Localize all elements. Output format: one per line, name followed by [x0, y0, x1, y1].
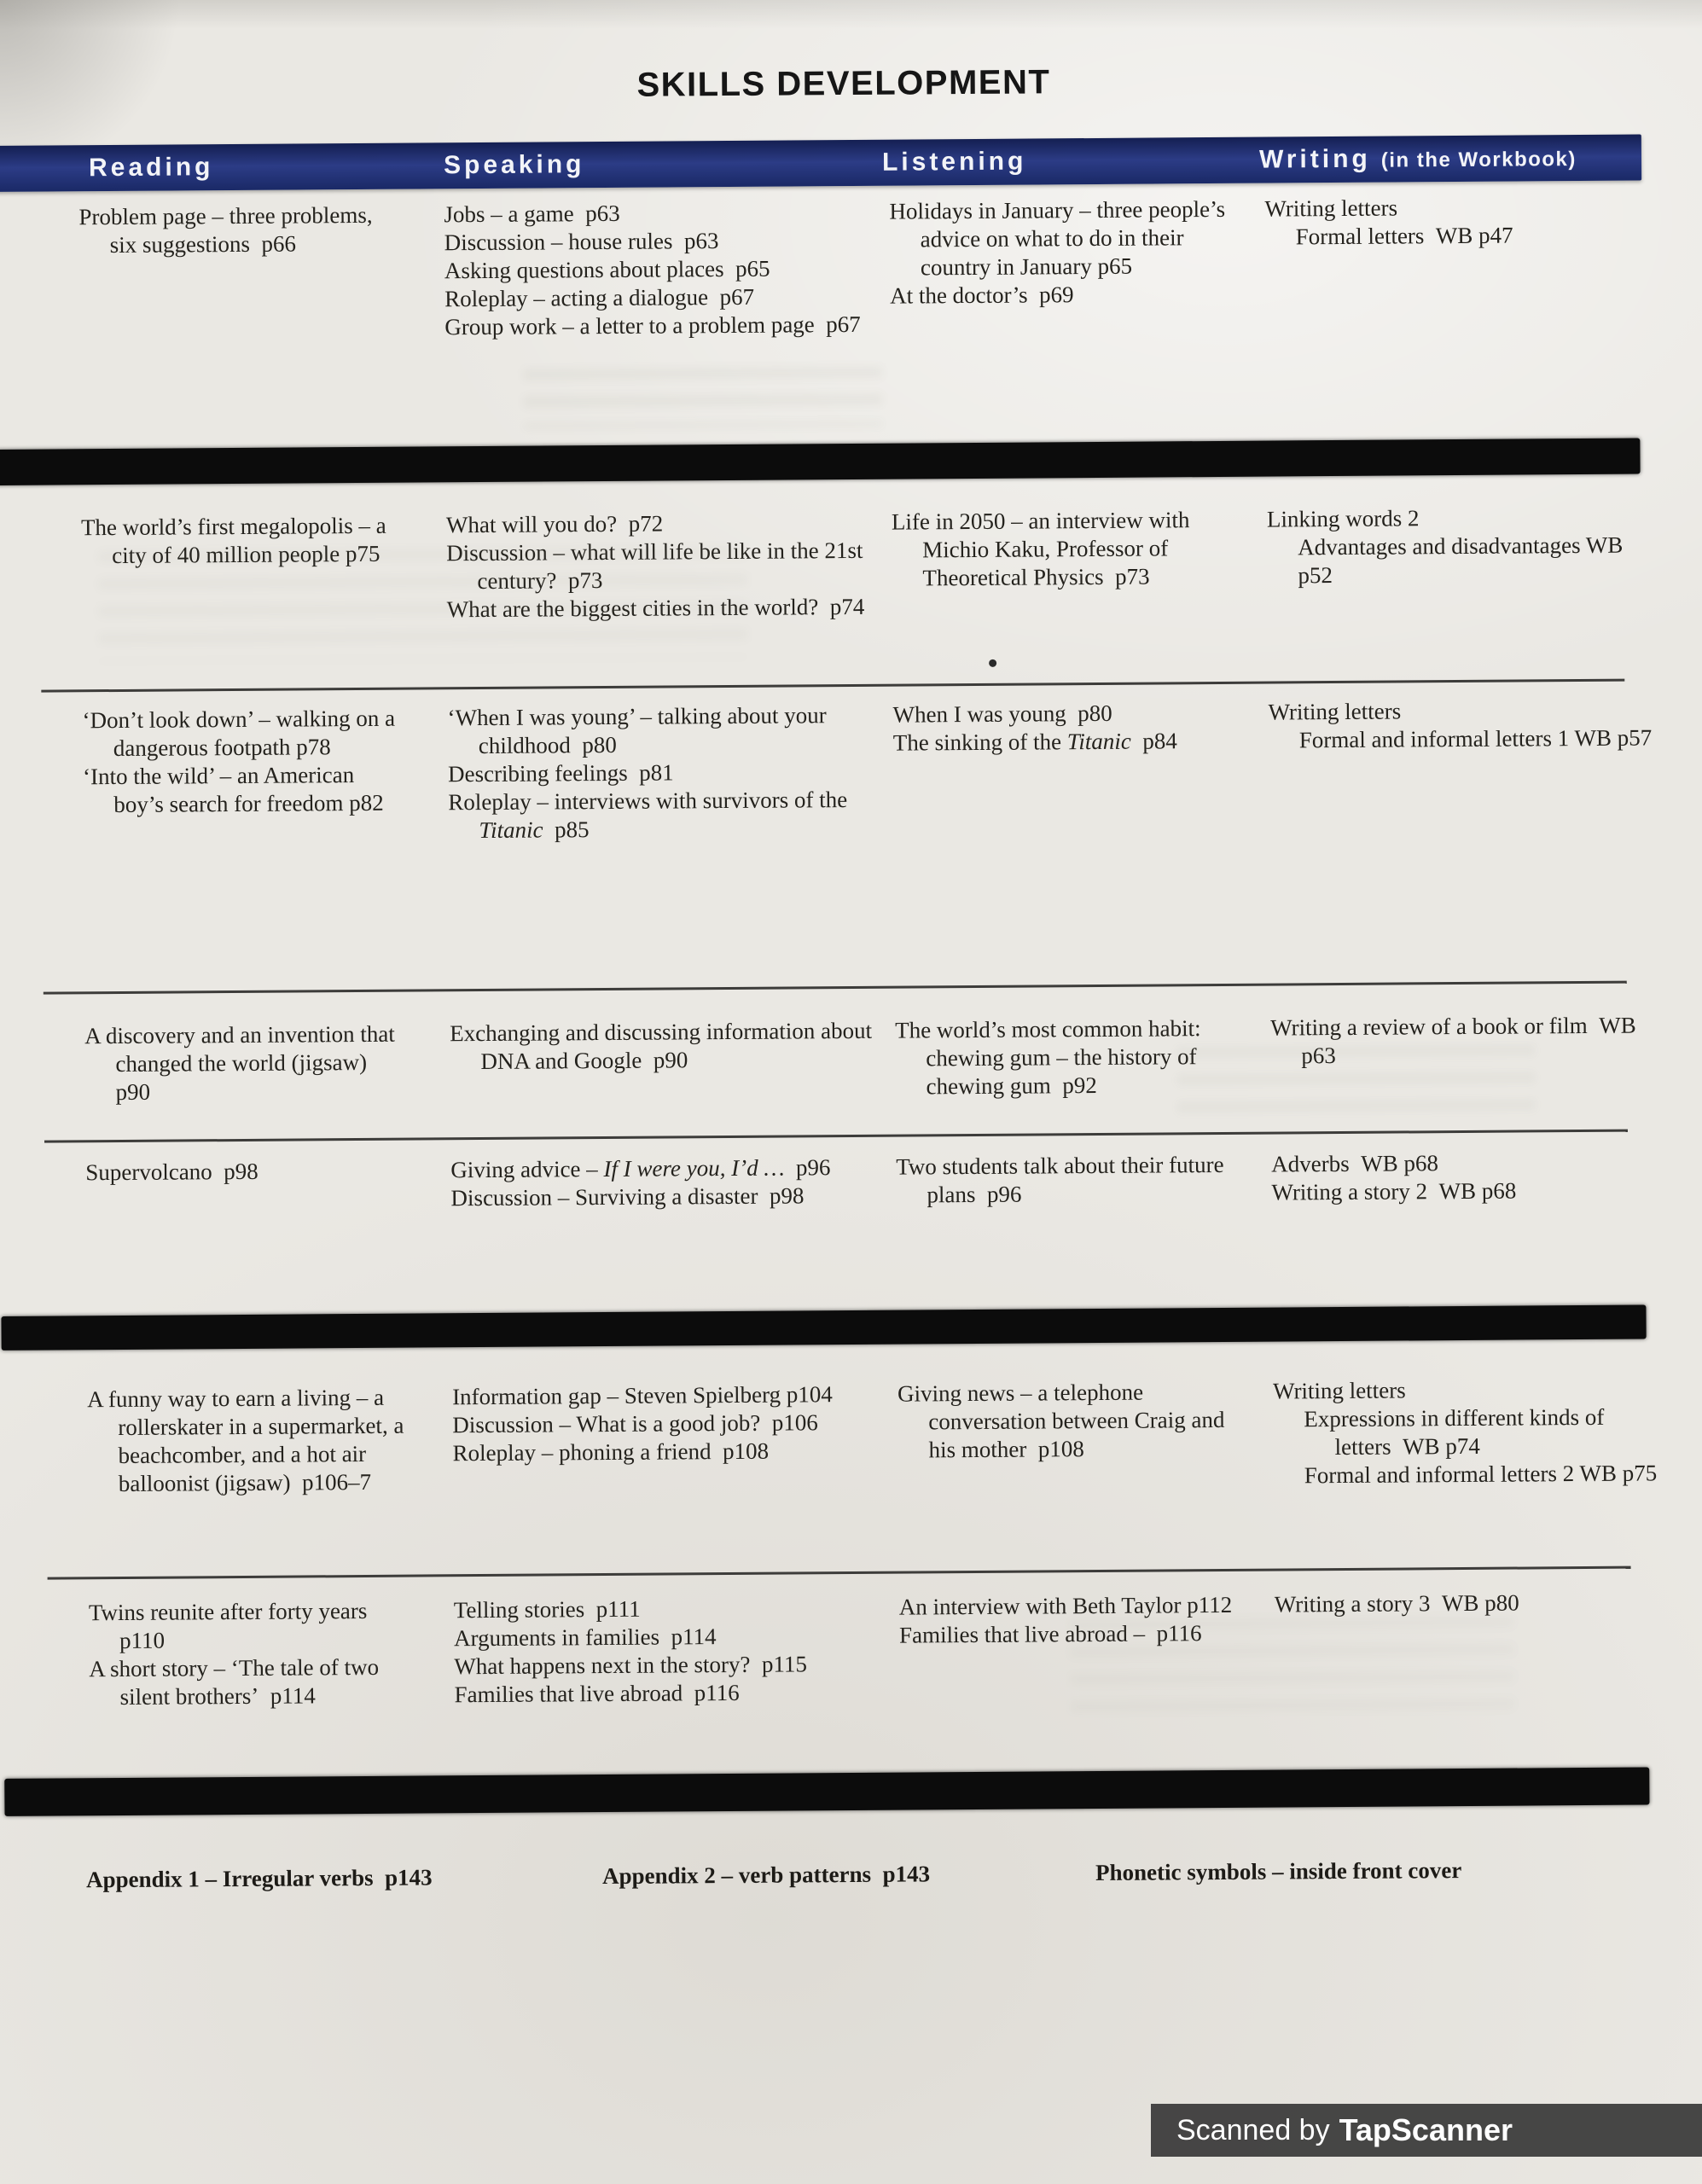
entry: A short story – ‘The tale of two silent brothers’ p114	[89, 1653, 380, 1710]
entry: Writing letters	[1268, 698, 1402, 725]
entry: Writing letters	[1264, 195, 1398, 222]
listening-cell	[892, 699, 1240, 758]
entry: Writing a review of a book or film WB p63	[1270, 1012, 1636, 1069]
entry: Telling stories p111	[453, 1595, 641, 1623]
entry: A discovery and an invention that changed the world (jigsaw) p90	[84, 1020, 395, 1106]
redaction-bar-3	[4, 1767, 1649, 1815]
listening-cell	[896, 1151, 1244, 1210]
entry-sub: Advantages and disadvantages WB p52	[1298, 531, 1624, 589]
divider-line-2	[44, 981, 1627, 995]
appendix-2: Appendix 2 – verb patterns p143	[601, 1861, 931, 1890]
entry-text: p96	[784, 1154, 831, 1181]
entry: At the doctor’s p69	[890, 282, 1074, 309]
entry: Life in 2050 – an interview with Michio Kaku, Professor of Theoretical Physics p73	[891, 507, 1190, 591]
writing-cell	[1275, 1588, 1658, 1618]
entry: Jobs – a game p63	[444, 200, 620, 228]
entry: What are the biggest cities in the world? p74	[446, 593, 865, 623]
divider-line-4	[48, 1566, 1631, 1580]
scanner-watermark	[1151, 2104, 1702, 2157]
watermark-scanned-by: Scanned by	[1176, 2113, 1330, 2146]
entry: Families that live abroad – p116	[898, 1620, 1202, 1648]
listening-cell	[889, 195, 1238, 311]
entry: Problem page – three problems, six suggestions p66	[78, 201, 373, 258]
writing-label: Writing	[1258, 144, 1371, 174]
reading-cell	[84, 1020, 405, 1107]
bleed-artifact	[98, 547, 747, 662]
entry: The world’s most common habit: chewing gum – the history of chewing gum p92	[895, 1015, 1201, 1100]
speaking-cell	[452, 1380, 884, 1468]
speaking-cell	[444, 198, 875, 342]
entry-text: The sinking of the	[892, 729, 1067, 756]
entry: When I was young p80	[892, 700, 1112, 728]
redaction-bar-2	[1, 1304, 1646, 1350]
entry: Writing a story 3 WB p80	[1274, 1589, 1519, 1618]
entry-text: p84	[1130, 728, 1177, 754]
entry: Adverbs WB p68	[1271, 1150, 1439, 1177]
watermark-brand: TapScanner	[1339, 2112, 1513, 2147]
divider-line-1	[41, 679, 1624, 693]
divider-line-3	[44, 1130, 1628, 1143]
page-title: SKILLS DEVELOPMENT	[636, 63, 1051, 104]
entry: ‘Into the wild’ – an American boy’s search for freedom p82	[82, 762, 384, 818]
entry: Discussion – house rules p63	[444, 228, 719, 256]
bleed-artifact	[524, 367, 882, 429]
entry: Describing feelings p81	[447, 759, 674, 787]
entry: What happens next in the story? p115	[454, 1651, 808, 1680]
entry: Roleplay – phoning a friend p108	[452, 1438, 770, 1467]
writing-cell	[1273, 1374, 1658, 1490]
entry: Linking words 2	[1266, 505, 1420, 532]
entry-sub: Expressions in different kinds of letters WB p74	[1304, 1403, 1605, 1461]
entry: Information gap – Steven Spielberg p104	[452, 1381, 833, 1410]
writing-cell	[1271, 1147, 1655, 1206]
entry-text: Roleplay – interviews with survivors of the	[448, 787, 848, 816]
entry: Families that live abroad p116	[454, 1679, 740, 1708]
entry: Holidays in January – three people’s advice on what to do in their country in January p65	[889, 195, 1226, 281]
reading-cell	[85, 1157, 405, 1188]
ink-dot	[989, 659, 996, 667]
column-header-writing	[1259, 135, 1577, 183]
entry: Discussion – what will life be like in the 21st century? p73	[446, 537, 863, 595]
unit-row-6	[2, 1374, 1702, 1497]
unit-row-3	[0, 695, 1699, 844]
speaking-cell	[447, 701, 879, 845]
entry-italic: Titanic	[1066, 728, 1131, 755]
entry	[448, 786, 879, 845]
entry: Discussion – What is a good job? p106	[452, 1409, 818, 1438]
entry: Giving news – a telephone conversation between Craig and his mother p108	[897, 1379, 1225, 1463]
entry-text: p85	[543, 816, 590, 843]
unit-row-1	[0, 192, 1695, 340]
column-header-bar	[0, 135, 1641, 192]
entry: ‘Don’t look down’ – walking on a dangerous footpath p78	[82, 705, 396, 762]
speaking-cell	[450, 1017, 880, 1077]
entry: Arguments in families p114	[453, 1623, 717, 1652]
entry-text: Giving advice –	[450, 1156, 604, 1183]
writing-cell	[1267, 502, 1652, 590]
entry: Writing letters	[1272, 1377, 1406, 1404]
entry: Writing a story 2 WB p68	[1271, 1177, 1517, 1205]
phonetic-symbols-note: Phonetic symbols – inside front cover	[1095, 1857, 1462, 1886]
unit-row-7	[3, 1588, 1702, 1710]
column-header-listening: Listening	[881, 147, 1027, 177]
unit-row-2	[0, 502, 1698, 623]
unit-row-4	[0, 1011, 1701, 1106]
entry: ‘When I was young’ – talking about your childhood p80	[447, 702, 827, 759]
column-header-speaking: Speaking	[443, 150, 585, 180]
entry: Discussion – Surviving a disaster p98	[450, 1182, 805, 1211]
entry-italic: If I were you, I’d …	[603, 1154, 785, 1182]
speaking-cell	[454, 1594, 886, 1710]
appendix-1: Appendix 1 – Irregular verbs p143	[85, 1864, 433, 1893]
entry-italic: Titanic	[479, 816, 543, 844]
reading-cell	[89, 1597, 410, 1712]
entry: Roleplay – acting a dialogue p67	[444, 283, 755, 312]
entry: Supervolcano p98	[85, 1158, 258, 1186]
bleed-artifact	[1176, 1044, 1536, 1124]
entry: Asking questions about places p65	[444, 255, 770, 284]
entry	[450, 1153, 881, 1185]
reading-cell	[78, 201, 398, 260]
unit-row-5	[0, 1147, 1702, 1211]
reading-cell	[82, 705, 403, 820]
column-header-reading: Reading	[88, 153, 214, 183]
entry: An interview with Beth Taylor p112	[898, 1591, 1233, 1620]
writing-cell	[1268, 695, 1652, 754]
entry: The world’s first megalopolis – a city of 40 million people p75	[80, 512, 386, 569]
entry: Exchanging and discussing information about DNA and Google p90	[450, 1017, 873, 1075]
entry-sub: Formal and informal letters 2 WB p75	[1304, 1460, 1658, 1489]
entry: Two students talk about their future plans p96	[896, 1151, 1224, 1208]
listening-cell	[897, 1378, 1246, 1465]
writing-workbook-note: (in the Workbook)	[1380, 148, 1577, 172]
speaking-cell	[450, 1153, 881, 1213]
redaction-bar-1	[0, 439, 1641, 485]
listening-cell	[892, 506, 1240, 593]
entry: Group work – a letter to a problem page p67	[444, 311, 861, 340]
entry	[893, 727, 1241, 758]
bleed-artifact	[1070, 1617, 1514, 1714]
entry: Twins reunite after forty years p110	[88, 1597, 368, 1653]
entry: What will you do? p72	[445, 510, 664, 538]
entry: A funny way to earn a living – a rollerskater in a supermarket, a beachcomber, and a hot air balloonist (jigsaw) p106–7	[87, 1384, 404, 1497]
entry-sub: Formal and informal letters 1 WB p57	[1298, 724, 1653, 753]
writing-cell	[1264, 192, 1648, 251]
reading-cell	[87, 1384, 408, 1499]
entry-sub: Formal letters WB p47	[1295, 222, 1513, 250]
